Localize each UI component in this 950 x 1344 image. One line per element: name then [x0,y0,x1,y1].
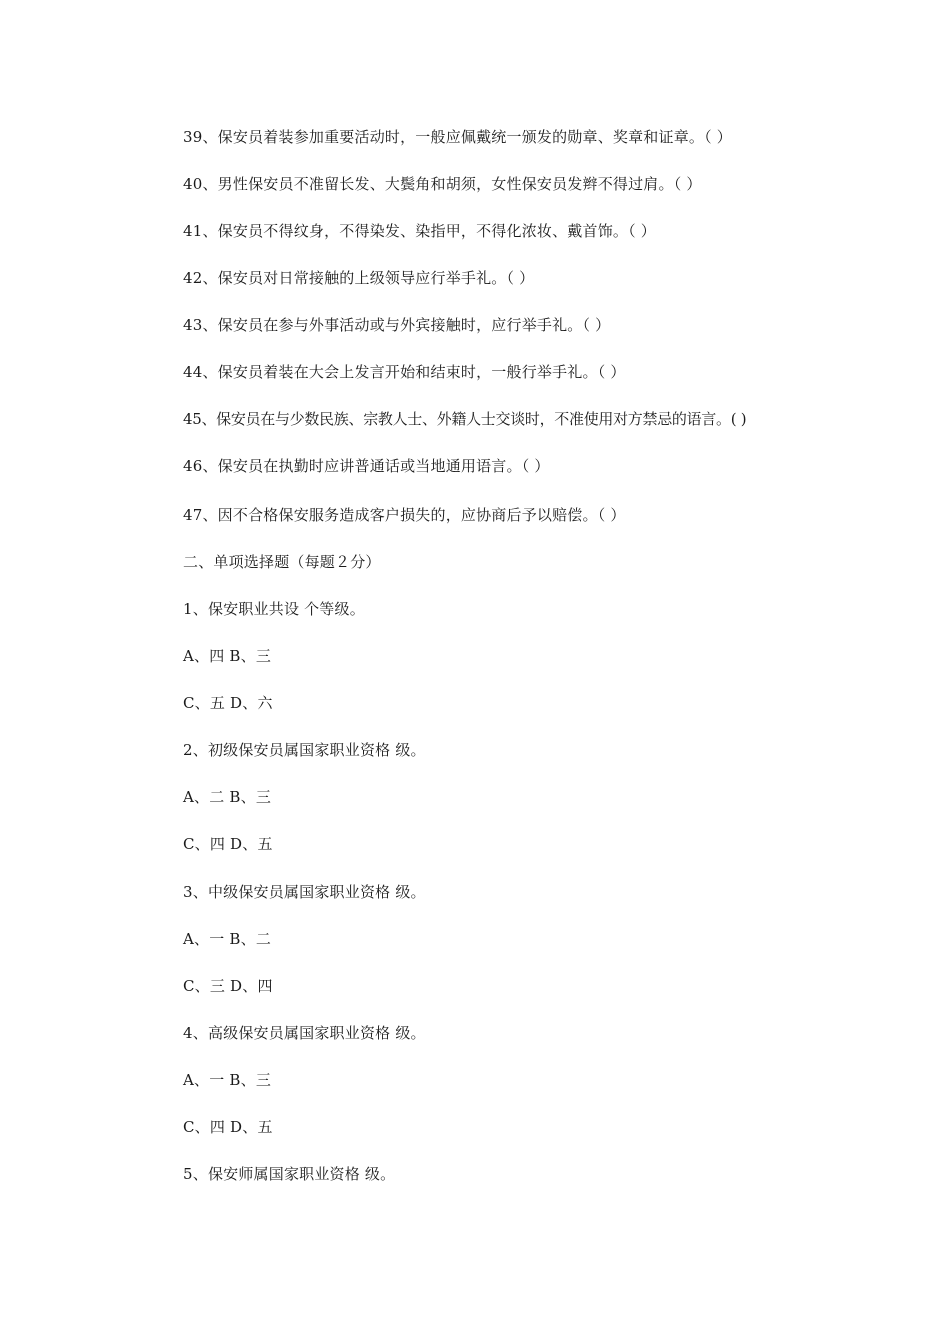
choice-question-2: 2、初级保安员属国家职业资格 级。 [183,741,426,759]
question-39: 39、保安员着装参加重要活动时，一般应佩戴统一颁发的勋章、奖章和证章。（ ） [183,128,732,146]
question-47: 47、因不合格保安服务造成客户损失的，应协商后予以赔偿。（ ） [183,506,626,524]
choice-question-5: 5、保安师属国家职业资格 级。 [183,1165,396,1183]
choice-options: A、一 B、三 [183,1071,272,1089]
question-42: 42、保安员对日常接触的上级领导应行举手礼。（ ） [183,269,535,287]
question-41: 41、保安员不得纹身，不得染发、染指甲，不得化浓妆、戴首饰。（ ） [183,222,656,240]
choice-options: C、三 D、四 [183,977,273,995]
choice-options: C、四 D、五 [183,835,273,853]
choice-options: C、四 D、五 [183,1118,273,1136]
choice-options: A、四 B、三 [183,647,272,665]
question-44: 44、保安员着装在大会上发言开始和结束时，一般行举手礼。（ ） [183,363,626,381]
question-45: 45、保安员在与少数民族、宗教人士、外籍人士交谈时，不准使用对方禁忌的语言。( ) [183,410,747,428]
choice-question-4: 4、高级保安员属国家职业资格 级。 [183,1024,426,1042]
choice-question-1: 1、保安职业共设 个等级。 [183,600,365,618]
choice-options: A、一 B、二 [183,930,272,948]
section-heading: 二、单项选择题（每题２分） [183,553,381,571]
choice-options: A、二 B、三 [183,788,272,806]
question-43: 43、保安员在参与外事活动或与外宾接触时，应行举手礼。（ ） [183,316,611,334]
choice-question-3: 3、中级保安员属国家职业资格 级。 [183,883,426,901]
question-46: 46、保安员在执勤时应讲普通话或当地通用语言。（ ） [183,457,550,475]
question-40: 40、男性保安员不准留长发、大鬓角和胡须，女性保安员发辫不得过肩。（ ） [183,175,702,193]
choice-options: C、五 D、六 [183,694,273,712]
